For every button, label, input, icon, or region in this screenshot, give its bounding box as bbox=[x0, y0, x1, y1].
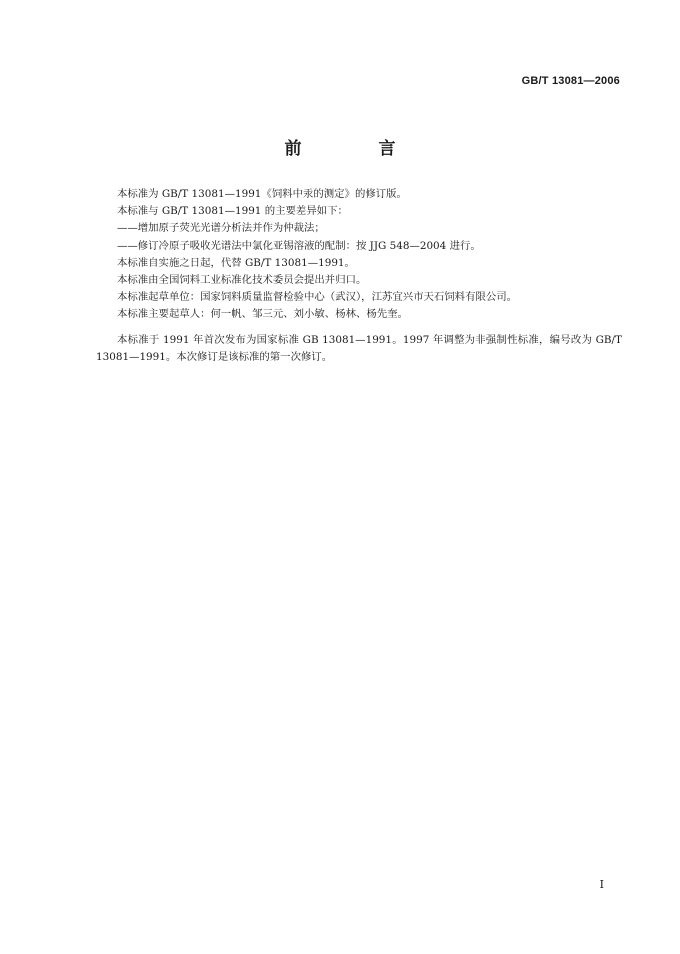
paragraph: 本标准起草单位：国家饲料质量监督检验中心（武汉），江苏宜兴市天石饲料有限公司。 bbox=[117, 291, 518, 304]
standard-code: GB/T 13081—2006 bbox=[521, 75, 620, 87]
paragraph: 本标准由全国饲料工业标准化技术委员会提出并归口。 bbox=[117, 274, 367, 287]
paragraph: 本标准自实施之日起，代替 GB/T 13081—1991。 bbox=[117, 256, 355, 269]
paragraph: 本标准主要起草人：何一帆、邹三元、刘小敏、杨林、杨先奎。 bbox=[117, 308, 408, 321]
foreword-body bbox=[96, 186, 622, 324]
list-item: ——修订冷原子吸收光谱法中氯化亚锡溶液的配制：按 JJG 548—2004 进行。 bbox=[117, 239, 481, 252]
foreword-title: 前 言 bbox=[284, 139, 426, 159]
history-paragraph-block bbox=[96, 332, 622, 366]
list-item: ——增加原子荧光光谱分析法并作为仲裁法； bbox=[117, 222, 325, 235]
paragraph: 本标准为 GB/T 13081—1991《饲料中汞的测定》的修订版。 bbox=[117, 188, 407, 200]
page-number: I bbox=[599, 878, 604, 891]
paragraph: 本标准与 GB/T 13081—1991 的主要差异如下： bbox=[117, 205, 348, 218]
paragraph: 本标准于 1991 年首次发布为国家标准 GB 13081—1991。1997 年调整为非强制性标准，编号改为 GB/T 13081—1991。本次修订是该标准的第一次修订。 bbox=[96, 334, 622, 364]
